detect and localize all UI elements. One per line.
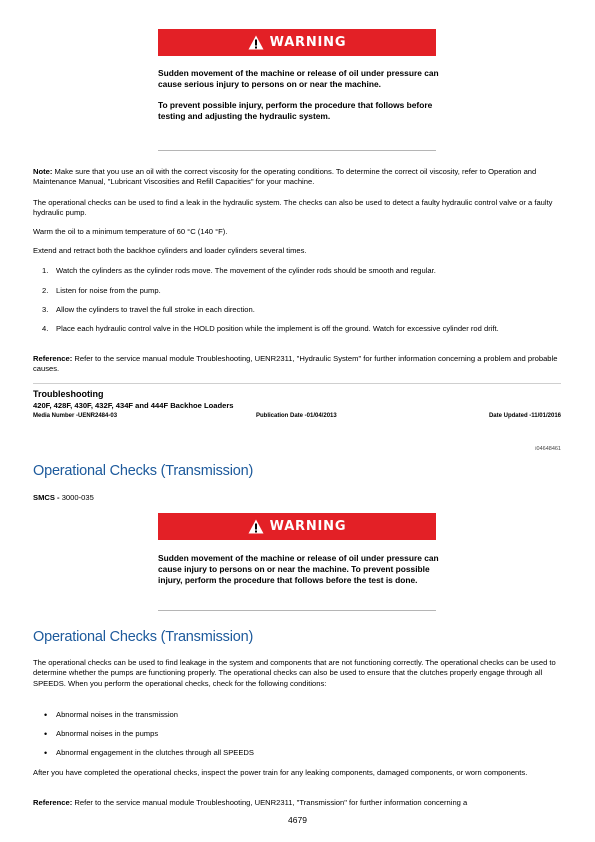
- warning-banner: [158, 513, 436, 540]
- step-item: [42, 324, 560, 334]
- note-paragraph: [33, 167, 565, 188]
- warning-triangle-icon: [248, 35, 264, 50]
- warning-label: WARNING: [269, 35, 347, 50]
- note-text: Make sure that you use an oil with the correct viscosity for the operating conditions. To determine the correct oil viscosity, refer to Operation and Maintenance Manual, "Lubricant Viscosities and Refill Capacities" for your machine.: [33, 167, 537, 187]
- step-item: [42, 266, 560, 276]
- reference-paragraph: [33, 354, 565, 375]
- condition-item: • Abnormal noises in the pumps: [44, 729, 159, 739]
- step-number: 1.: [42, 266, 49, 275]
- reference-label: Reference:: [33, 354, 73, 363]
- step-item: [42, 305, 560, 315]
- condition-item: • Abnormal engagement in the clutches through all SPEEDS: [44, 748, 254, 758]
- warning-divider: [158, 610, 436, 611]
- body-paragraph: After you have completed the operational checks, inspect the power train for any leaking components, damaged components, or worn components.: [33, 768, 528, 777]
- step-text: Allow the cylinders to travel the full stroke in each direction.: [56, 305, 255, 314]
- warning-message: [158, 553, 440, 586]
- body-paragraph: The operational checks can be used to find a leak in the hydraulic system. The checks can also be used to detect a faulty hydraulic control valve or a faulty hydraulic pump.: [33, 198, 553, 218]
- step-number: 3.: [42, 305, 49, 314]
- warning-paragraph: Sudden movement of the machine or release of oil under pressure can cause injury to persons on or near the machine. To prevent possible injury, perform the procedure that follows before the test is done.: [158, 553, 439, 585]
- body-paragraph: The operational checks can be used to find leakage in the system and components that are not functioning correctly. The operational checks can be used to determine whether the pumps are functioning properly. The operational checks can also be used to ensure that the clutches properly engage through all SPEEDS. When you perform the operational checks, check for the following conditions:: [33, 658, 556, 688]
- step-text: Listen for noise from the pump.: [56, 286, 161, 295]
- warning-divider: [158, 150, 436, 151]
- reference-label: Reference:: [33, 798, 73, 807]
- reference-paragraph: [33, 798, 565, 808]
- condition-item: • Abnormal noises in the transmission: [44, 710, 178, 720]
- condition-text: Abnormal engagement in the clutches through all SPEEDS: [56, 748, 254, 757]
- publication-date: Publication Date -01/04/2013: [256, 413, 337, 419]
- warning-message: [158, 68, 440, 122]
- doc-id: i04648461: [535, 446, 561, 452]
- condition-text: Abnormal noises in the pumps: [56, 729, 159, 738]
- step-number: 2.: [42, 286, 49, 295]
- smcs-code: [33, 493, 94, 502]
- reference-text: Refer to the service manual module Troubleshooting, UENR2311, "Transmission" for further information concerning a: [72, 798, 468, 807]
- smcs-value: 3000-035: [61, 493, 94, 502]
- media-number: Media Number -UENR2484-03: [33, 413, 118, 419]
- doc-title: Troubleshooting: [33, 389, 104, 399]
- doc-models: 420F, 428F, 430F, 432F, 434F and 444F Backhoe Loaders: [33, 401, 234, 410]
- step-text: Watch the cylinders as the cylinder rods move. The movement of the cylinder rods should be smooth and regular.: [56, 266, 436, 275]
- warning-paragraph: Sudden movement of the machine or release of oil under pressure can cause serious injury to persons on or near the machine.: [158, 68, 439, 89]
- note-label: Note:: [33, 167, 53, 176]
- step-item: [42, 286, 560, 296]
- page-number: 4679: [288, 815, 307, 825]
- step-text: Place each hydraulic control valve in the HOLD position while the implement is off the ground. Watch for excessive cylinder rod drift.: [56, 324, 499, 333]
- section-title: Operational Checks (Transmission): [33, 629, 254, 645]
- smcs-label: SMCS -: [33, 493, 62, 502]
- warning-label: WARNING: [269, 519, 347, 534]
- body-paragraph: Warm the oil to a minimum temperature of 60 °C (140 °F).: [33, 227, 228, 236]
- step-number: 4.: [42, 324, 49, 333]
- body-paragraph: Extend and retract both the backhoe cylinders and loader cylinders several times.: [33, 246, 307, 255]
- section-divider: [33, 383, 561, 384]
- section-title: Operational Checks (Transmission): [33, 463, 254, 479]
- warning-paragraph: To prevent possible injury, perform the procedure that follows before testing and adjusting the hydraulic system.: [158, 100, 433, 121]
- date-updated: Date Updated -11/01/2016: [488, 413, 561, 419]
- condition-text: Abnormal noises in the transmission: [56, 710, 178, 719]
- warning-banner: [158, 29, 436, 56]
- reference-text: Refer to the service manual module Troubleshooting, UENR2311, "Hydraulic System" for further information concerning a problem and probable causes.: [33, 354, 558, 374]
- warning-triangle-icon: [248, 519, 264, 534]
